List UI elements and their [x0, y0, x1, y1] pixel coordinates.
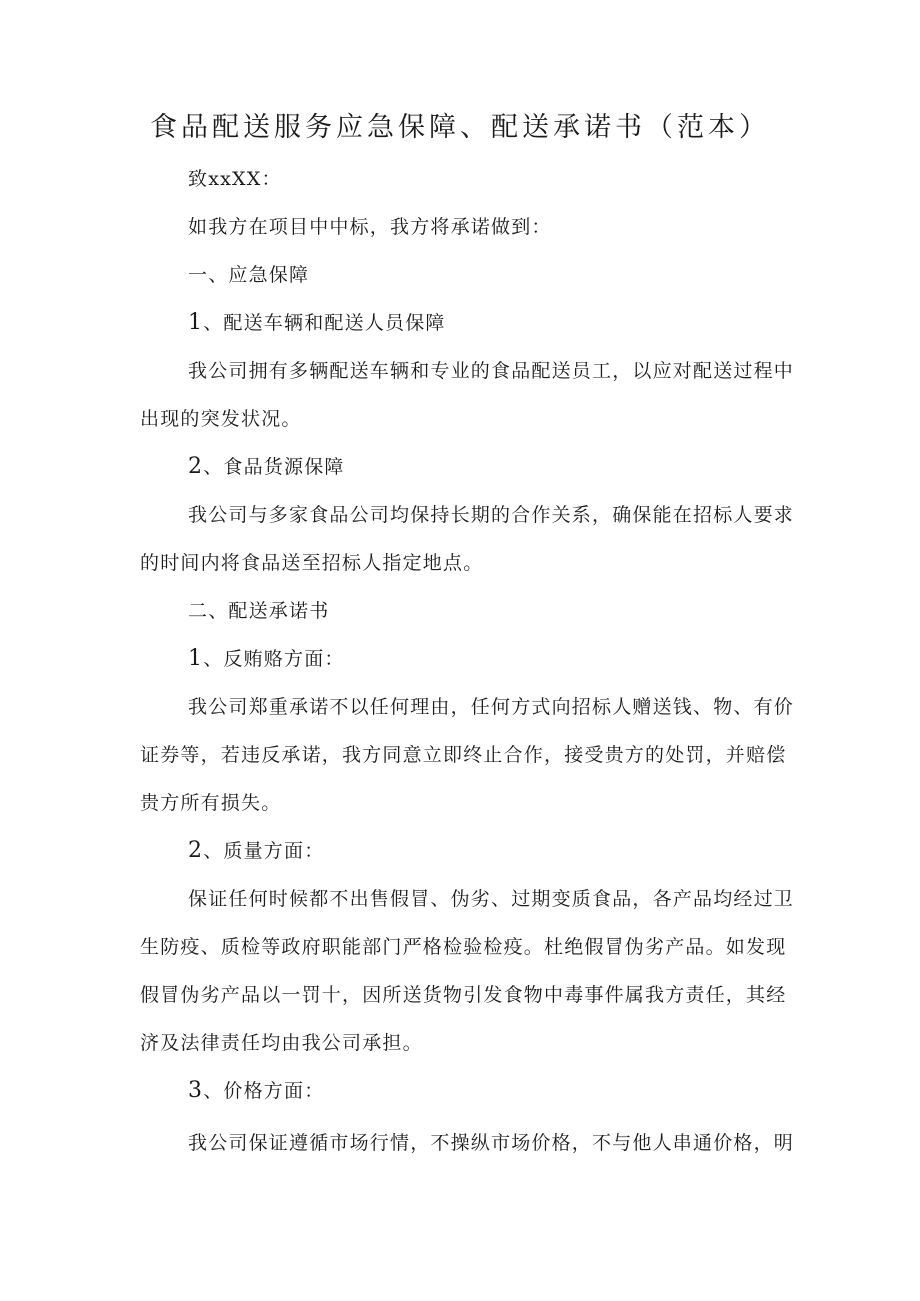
- section1-item2-title: 、食品货源保障: [203, 456, 345, 478]
- section1-item1-line1: 我公司拥有多辆配送车辆和专业的食品配送员工，以应对配送过程中: [188, 360, 795, 382]
- intro-paragraph: 如我方在项目中中标，我方将承诺做到：: [188, 216, 552, 238]
- section1-item1-heading: [188, 310, 446, 336]
- section1-item1-number: 1: [188, 310, 204, 335]
- section2-item2-title: 、质量方面：: [203, 840, 325, 862]
- section2-item2-line4: 济及法律责任均由我公司承担。: [140, 1032, 423, 1054]
- section1-item2-line2: 的时间内将食品送至招标人指定地点。: [140, 552, 484, 574]
- section2-item3-heading: [188, 1078, 324, 1104]
- document-title: 食品配送服务应急保障、配送承诺书（范本）: [150, 112, 770, 143]
- section2-item3-title: 、价格方面：: [203, 1080, 325, 1102]
- section2-item2-line2: 生防疫、质检等政府职能部门严格检验检疫。杜绝假冒伪劣产品。如发现: [140, 936, 787, 958]
- section2-item2-line1: 保证任何时候都不出售假冒、伪劣、过期变质食品，各产品均经过卫: [188, 888, 795, 910]
- section1-item1-line2: 出现的突发状况。: [140, 408, 302, 430]
- section2-item2-number: 2: [188, 838, 204, 863]
- section1-item2-line1: 我公司与多家食品公司均保持长期的合作关系，确保能在招标人要求: [188, 504, 795, 526]
- section1-item1-title: 、配送车辆和配送人员保障: [203, 312, 446, 334]
- section2-item3-line1: 我公司保证遵循市场行情，不操纵市场价格，不与他人串通价格，明: [188, 1132, 795, 1154]
- section2-item2-heading: [188, 838, 324, 864]
- section2-item1-line3: 贵方所有损失。: [140, 792, 282, 814]
- section2-item3-number: 3: [188, 1078, 204, 1103]
- section2-item1-line2: 证券等，若违反承诺，我方同意立即终止合作，接受贵方的处罚，并赔偿: [140, 744, 787, 766]
- section1-item2-heading: [188, 454, 345, 480]
- section1-item2-number: 2: [188, 454, 204, 479]
- section1-heading: 一、应急保障: [188, 264, 310, 286]
- section2-heading: 二、配送承诺书: [188, 600, 330, 622]
- section2-item1-line1: 我公司郑重承诺不以任何理由，任何方式向招标人赠送钱、物、有价: [188, 696, 795, 718]
- section2-item1-title: 、反贿赂方面：: [203, 648, 345, 670]
- section2-item1-heading: [188, 646, 345, 672]
- salutation: 致xxXX：: [188, 168, 282, 190]
- section2-item2-line3: 假冒伪劣产品以一罚十，因所送货物引发食物中毒事件属我方责任，其经: [140, 984, 787, 1006]
- section2-item1-number: 1: [188, 646, 204, 671]
